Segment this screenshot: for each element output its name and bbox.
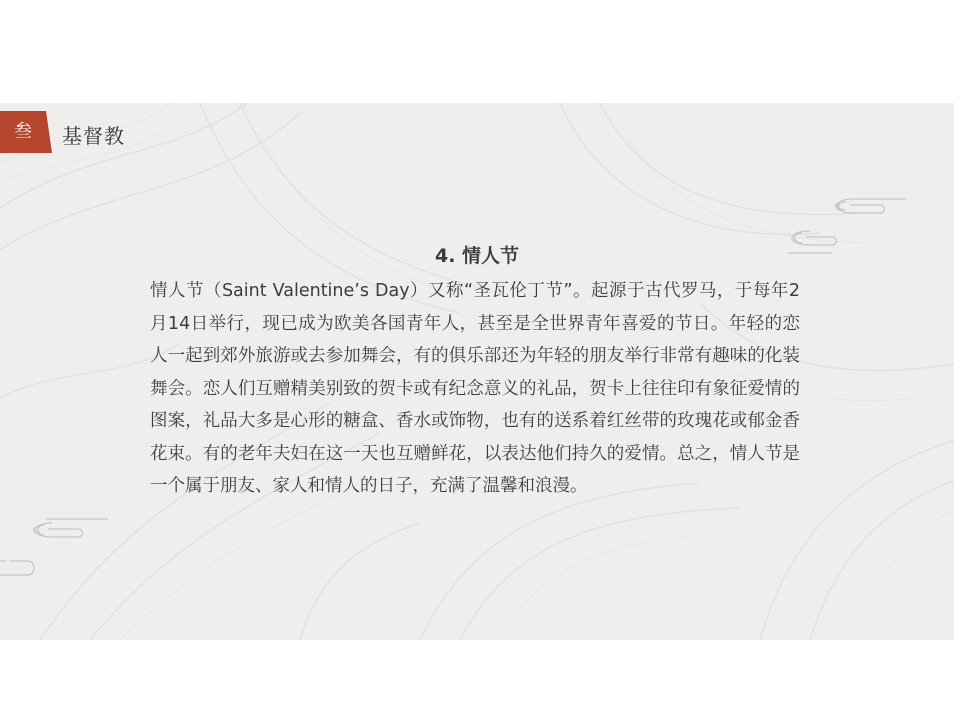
slide	[0, 103, 954, 640]
content-heading: 4. 情人节	[434, 245, 520, 267]
section-title: 基督教	[62, 124, 125, 148]
cloud-ornament-left	[0, 513, 115, 583]
section-number-badge: 叁	[0, 111, 46, 153]
content-paragraph: 情人节（Saint Valentine’s Day）又称“圣瓦伦丁节”。起源于古代罗马，于每年2月14日举行，现已成为欧美各国青年人，甚至是全世界青年喜爱的节日。年轻的恋人一起到郊外旅游或去参加舞会，有的俱乐部还为年轻的朋友举行非常有趣味的化装舞会。恋人们互赠精美别致的贺卡或有纪念意义的礼品，贺卡上往往印有象征爱情的图案，礼品大多是心形的糖盒、香水或饰物，也有的送系着红丝带的玫瑰花或郁金香花束。有的老年夫妇在这一天也互赠鲜花，以表达他们持久的爱情。总之，情人节是一个属于朋友、家人和情人的日子，充满了温馨和浪漫。	[150, 281, 800, 496]
badge-corner-decoration	[46, 111, 52, 153]
